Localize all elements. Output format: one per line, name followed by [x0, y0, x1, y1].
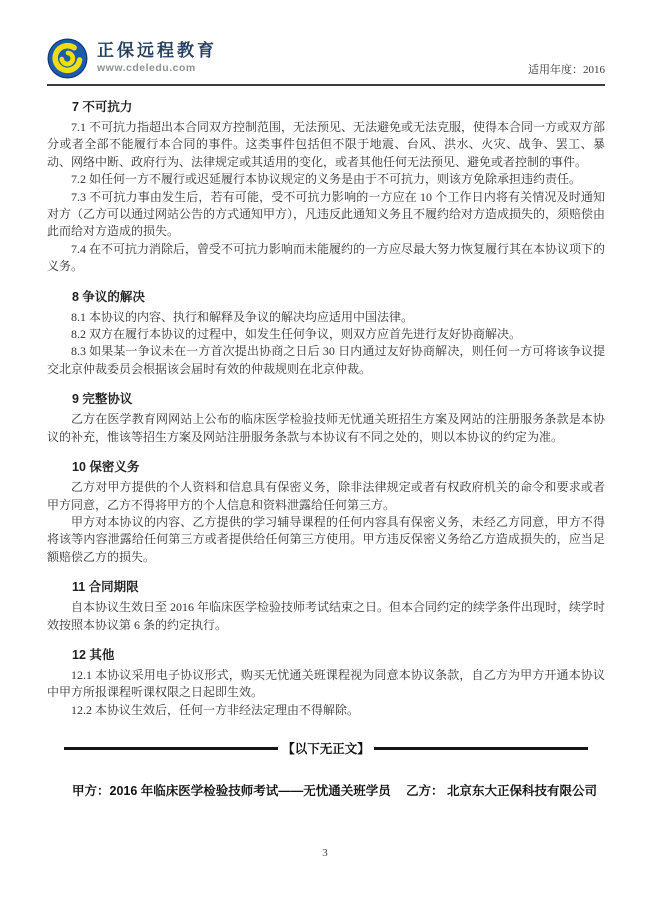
page-number: 3 [322, 847, 328, 859]
divider-line-left [64, 747, 278, 750]
section-heading-confidentiality: 10 保密义务 [72, 460, 140, 475]
clause-paragraph: 7.1 不可抗力指超出本合同双方控制范围，无法预见、无法避免或无法克服，使得本合同一方或双方部分或者全部不能履行本合同的事件。这类事件包括但不限于地震、台风、洪水、火灾、战争、罢工、暴动、网络中断、政府行为、法律规定或其适用的变化，或者其他任何无法预见、避免或者控制的事件。 [47, 120, 606, 169]
clause-paragraph: 乙方对甲方提供的个人资料和信息具有保密义务，除非法律规定或者有权政府机关的命令和要求或者甲方同意，乙方不得将甲方的个人信息和资料泄露给任何第三方。 [47, 480, 605, 512]
clause-paragraph: 7.3 不可抗力事由发生后，若有可能，受不可抗力影响的一方应在 10 个工作日内将有关情况及时通知对方（乙方可以通过网站公告的方式通知甲方），凡违反此通知义务且不履约给对方造成损失的，须赔偿由此而给对方造成的损失。 [47, 189, 606, 239]
clause-paragraph: 7.2 如任何一方不履行或迟延履行本协议规定的义务是由于不可抗力，则该方免除承担违约责任。 [71, 172, 582, 187]
clause-paragraph: 12.1 本协议采用电子协议形式，购买无忧通关班课程视为同意本协议条款，自乙方为甲方开通本协议中甲方所报课程听课权限之日起即生效。 [47, 667, 605, 700]
applicable-year-label: 适用年度：2016 [528, 64, 605, 76]
clause-paragraph: 8.3 如果某一争议未在一方首次提出协商之日后 30 日内通过友好协商解决，则任何一方可将该争议提交北京仲裁委员会根据该会届时有效的仲裁规则在北京仲裁。 [47, 344, 605, 376]
brand-name: 正保远程教育 [97, 41, 217, 61]
brand-text [97, 42, 217, 74]
party-b-label: 乙方： 北京东大正保科技有限公司 [406, 784, 597, 799]
section-heading-contract-term: 11 合同期限 [72, 580, 139, 595]
contract-body [47, 97, 605, 799]
clause-paragraph: 自本协议生效日至 2016 年临床医学检验技师考试结束之日。但本合同约定的续学条件出现时，续学时效按照本协议第 6 条的约定执行。 [47, 600, 606, 632]
clause-paragraph: 12.2 本协议生效后，任何一方非经法定理由不得解除。 [71, 702, 360, 717]
brand-logo [47, 38, 217, 79]
end-of-text-label: 【以下无正文】 [282, 742, 370, 757]
clause-paragraph: 乙方在医学教育网网站上公布的临床医学检验技师无忧通关班招生方案及网站的注册服务条款是本协议的补充，惟该等招生方案及网站注册服务条款与本协议有不同之处的，则以本协议的约定为准。 [47, 412, 605, 444]
section-heading-dispute-resolution: 8 争议的解决 [72, 289, 145, 304]
clause-paragraph: 7.4 在不可抗力消除后，曾受不可抗力影响而未能履约的一方应尽最大努力恢复履行其在本协议项下的义务。 [47, 241, 606, 274]
section-heading-entire-agreement: 9 完整协议 [72, 392, 133, 407]
signature-row [72, 781, 597, 799]
end-of-text-divider [64, 739, 588, 757]
page-header [47, 38, 605, 86]
clause-paragraph: 8.1 本协议的内容、执行和解释及争议的解决均应适用中国法律。 [71, 309, 414, 324]
clause-paragraph: 8.2 双方在履行本协议的过程中，如发生任何争议，则双方应首先进行友好协商解决。 [71, 327, 522, 342]
party-a-label: 甲方：2016 年临床医学检验技师考试——无忧通关班学员 [72, 784, 391, 799]
clause-paragraph: 甲方对本协议的内容、乙方提供的学习辅导课程的任何内容具有保密义务，未经乙方同意，甲方不得将该等内容泄露给任何第三方或者提供给任何第三方使用。甲方违反保密义务给乙方造成损失的，应当足额赔偿乙方的损失。 [47, 514, 605, 564]
zhengbao-swirl-icon [47, 38, 88, 79]
divider-line-right [374, 747, 588, 750]
brand-url: www.cdeledu.com [97, 62, 196, 75]
section-heading-force-majeure: 7 不可抗力 [72, 100, 133, 114]
section-heading-miscellaneous: 12 其他 [72, 647, 115, 662]
